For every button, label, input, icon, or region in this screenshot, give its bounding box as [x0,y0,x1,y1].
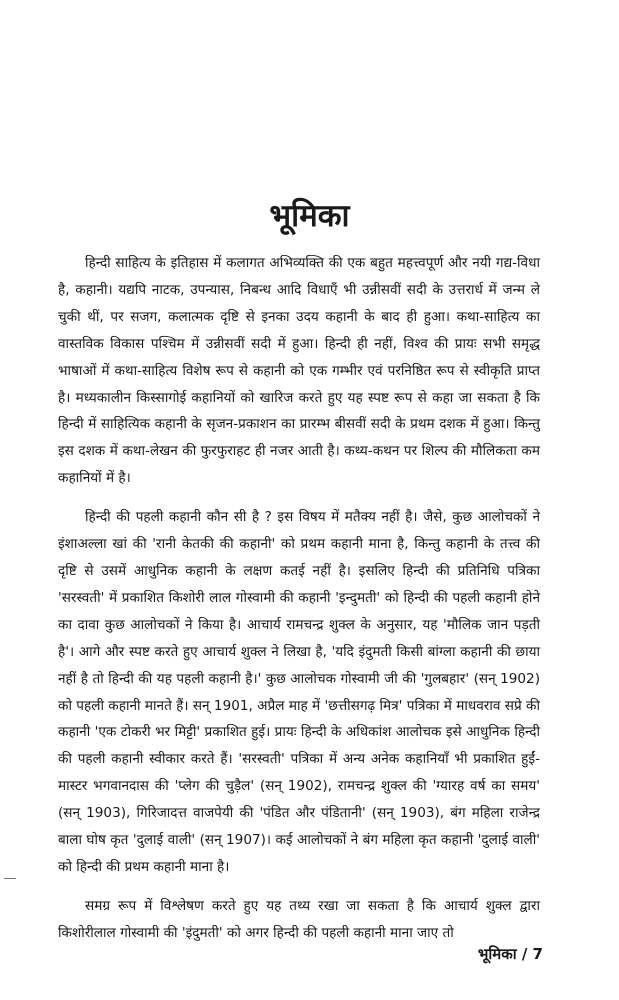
paragraph-2: हिन्दी की पहली कहानी कौन सी है ? इस विषय में मतैक्य नहीं है। जैसे, कुछ आलोचकों ने इंशाअल्ला खां की 'रानी केतकी की कहानी' को प्रथम कहानी माना है, किन्तु कहानी के तत्त्व की दृष्टि से उसमें आधुनिक कहानी के लक्षण कतई नहीं है। इसलिए हिन्दी की प्रतिनिधि पत्रिका 'सरस्वती' में प्रकाशित किशोरी लाल गोस्वामी की कहानी 'इन्दुमती' को हिन्दी की पहली कहानी होने का दावा कुछ आलोचकों ने किया है। आचार्य रामचन्द्र शुक्ल के अनुसार, यह 'मौलिक जान पड़ती है'। आगे और स्पष्ट करते हुए आचार्य शुक्ल ने लिखा है, 'यदि इंदुमती किसी बांग्ला कहानी की छाया नहीं है तो हिन्दी की यह पहली कहानी है।' कुछ आलोचक गोस्वामी जी की 'गुलबहार' (सन् 1902) को पहली कहानी मानते हैं। सन् 1901, अप्रैल माह में 'छत्तीसगढ़ मित्र' पत्रिका में माधवराव सप्रे की कहानी 'एक टोकरी भर मिट्टी' प्रकाशित हुई। प्रायः हिन्दी के अधिकांश आलोचक इसे आधुनिक हिन्दी की पहली कहानी स्वीकार करते हैं। 'सरस्वती' पत्रिका में अन्य अनेक कहानियाँ भी प्रकाशित हुईं- मास्टर भगवानदास की 'प्लेग की चुड़ैल' (सन् 1902), रामचन्द्र शुक्ल की 'ग्यारह वर्ष का समय' (सन् 1903), गिरिजादत्त वाजपेयी की 'पंडित और पंडितानी' (सन् 1903), बंग महिला राजेन्द्र बाला घोष कृत 'दुलाई वाली' (सन् 1907)। कई आलोचकों ने बंग महिला कृत कहानी 'दुलाई वाली' को हिन्दी की प्रथम कहानी माना है। [58,509,541,875]
page-title: भूमिका [269,198,350,234]
margin-mark [4,878,16,879]
paragraph-3: समग्र रूप में विश्लेषण करते हुए यह तथ्य रखा जा सकता है कि आचार्य शुक्ल द्वारा किशोरीलाल गोस्वामी की 'इंदुमती' को अगर हिन्दी की पहली कहानी माना जाए तो [58,897,540,941]
page-footer: भूमिका / 7 [477,945,543,963]
body-text [58,250,540,959]
paragraph-1: हिन्दी साहित्य के इतिहास में कलागत अभिव्यक्ति की एक बहुत महत्त्वपूर्ण और नयी गद्य-विधा है, कहानी। यद्यपि नाटक, उपन्यास, निबन्ध आदि विधाएँ भी उन्नीसवीं सदी के उत्तरार्ध में जन्म ले चुकी थीं, पर सजग, कलात्मक दृष्टि से इनका उदय कहानी के बाद ही हुआ। कथा-साहित्य का वास्तविक विकास पश्चिम में उन्नीसवीं सदी में हुआ। हिन्दी ही नहीं, विश्व की प्रायः सभी समृद्ध भाषाओं में कथा-साहित्य विशेष रूप से कहानी को एक गम्भीर एवं परनिष्ठित रूप से स्वीकृति प्राप्त है। मध्यकालीन किस्सागोई कहानियों को खारिज करते हुए यह स्पष्ट रूप से कहा जा सकता है कि हिन्दी में साहित्यिक कहानी के सृजन-प्रकाशन का प्रारम्भ बीसवीं सदी के प्रथम दशक में हुआ। किन्तु इस दशक में कथा-लेखन की फुरफुराहट ही नजर आती है। कथ्य-कथन पर शिल्प की मौलिकता कम कहानियों में है। [58,255,540,487]
